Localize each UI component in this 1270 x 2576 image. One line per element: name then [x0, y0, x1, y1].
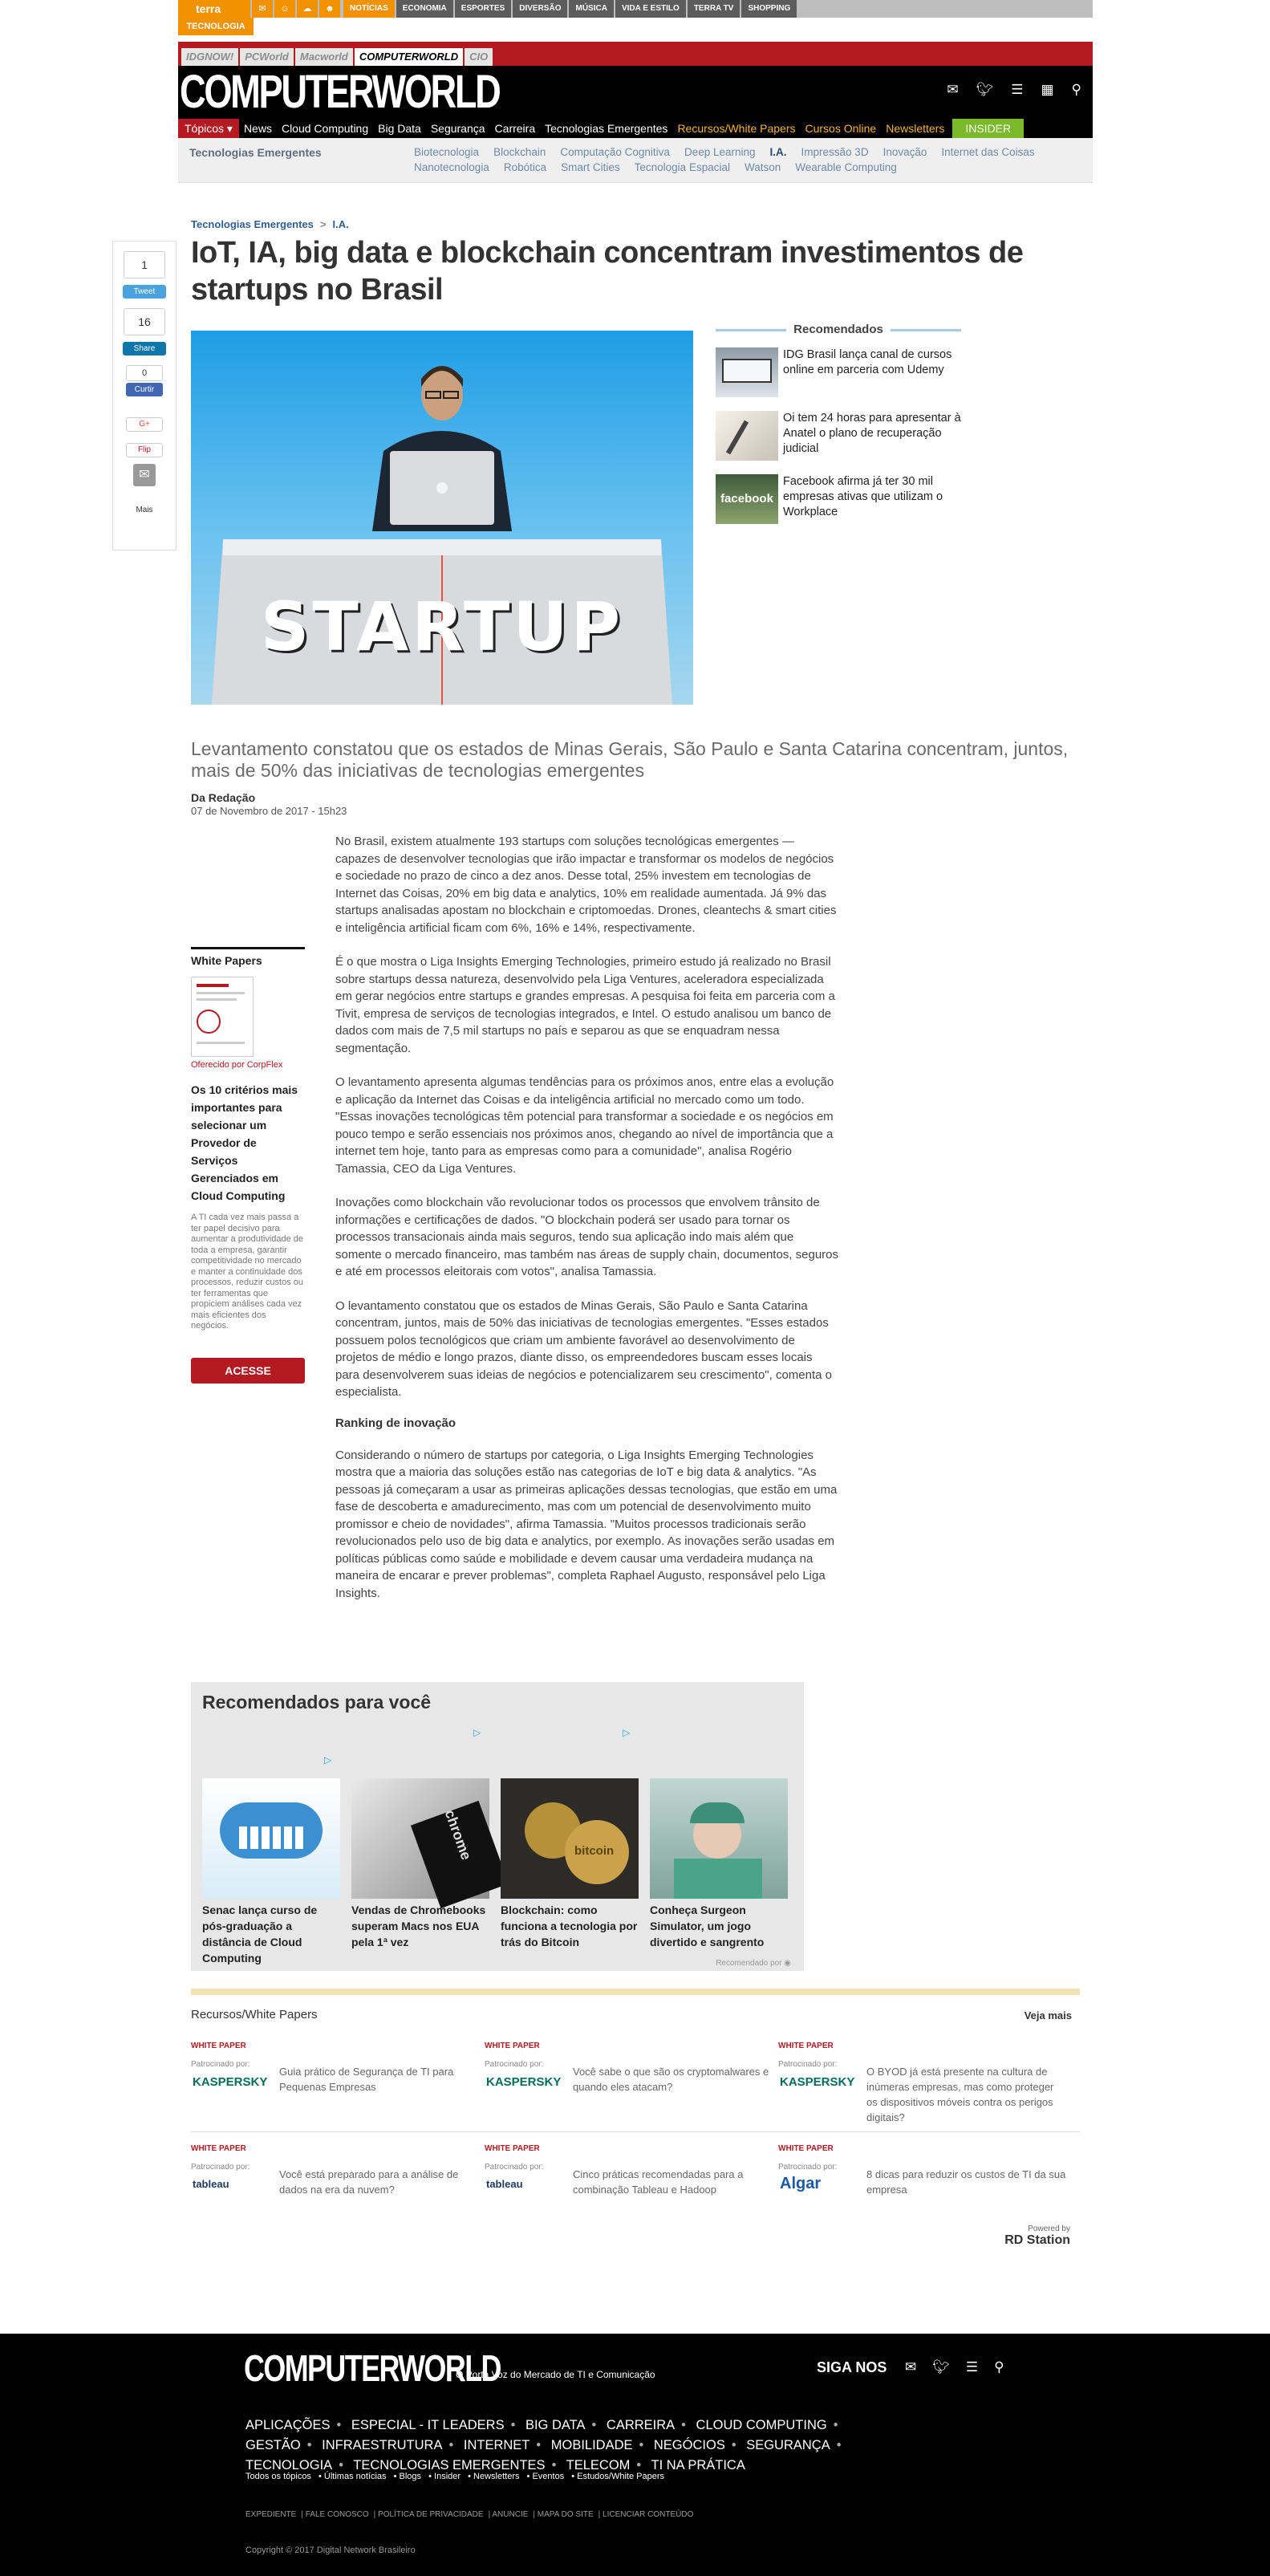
- recommended-card-title[interactable]: Senac lança curso de pós-graduação a distância de Cloud Computing: [202, 1904, 318, 1965]
- ad-choices-icon[interactable]: ▷: [623, 1727, 631, 1738]
- article-paragraph: No Brasil, existem atualmente 193 startups com soluções tecnológicas emergentes — capazes de desenvolver tecnologias que irão impactar e transformar os modelos de negócios e sociedade no prazo de cinco a dez anos. Desse total, 25% investem em tecnologias de Internet das Coisas, 20% em big data e analytics, 10% em realidade aumentada. Já 9% das startups analisadas apostam no blockchain e criptomoedas. Drones, cleantechs & smart cities e inteligência artificial ficam com 6%, 16% e 14%, respectivamente.: [335, 835, 837, 935]
- footer-link[interactable]: Newsletters: [473, 2472, 520, 2481]
- terra-section-tecnologia[interactable]: TECNOLOGIA: [178, 18, 254, 35]
- powered-by-label: Powered by: [1028, 2225, 1070, 2233]
- white-paper-label: WHITE PAPER: [485, 2144, 540, 2153]
- white-papers-title[interactable]: Recursos/White Papers: [191, 2008, 318, 2021]
- kaspersky-logo: KASPERSKY: [780, 2075, 855, 2089]
- recommended-item-title[interactable]: IDG Brasil lança canal de cursos online em parceria com Udemy: [783, 348, 952, 376]
- footer-category-link[interactable]: NEGÓCIOS: [653, 2438, 725, 2452]
- subnav-link[interactable]: Biotecnologia: [414, 146, 480, 158]
- recommended-item[interactable]: [716, 347, 961, 404]
- tweet-count: 1: [124, 251, 165, 278]
- google-plus-button[interactable]: G+: [126, 417, 163, 432]
- brand-tab-macworld[interactable]: Macworld: [295, 48, 353, 66]
- recommended-card-title[interactable]: Vendas de Chromebooks superam Macs nos EUA pela 1ª vez: [351, 1904, 486, 1948]
- subnav-link[interactable]: Internet das Coisas: [941, 146, 1035, 158]
- white-paper-card[interactable]: [191, 2042, 485, 2122]
- share-bar: [112, 241, 177, 551]
- terra-nav-musica[interactable]: MÚSICA: [569, 0, 613, 18]
- subnav-link-active[interactable]: I.A.: [769, 146, 787, 158]
- white-papers-section: [191, 1989, 1080, 2247]
- white-paper-headline[interactable]: Os 10 critérios mais importantes para selecionar um Provedor de Serviços Gerenciados em Cloud Computing: [191, 1083, 298, 1202]
- footer-category-link[interactable]: APLICAÇÕES: [245, 2418, 331, 2432]
- footer-category-link[interactable]: CARREIRA: [606, 2418, 676, 2432]
- white-paper-label: WHITE PAPER: [485, 2042, 540, 2050]
- search-icon[interactable]: ⚲: [1071, 82, 1081, 97]
- hero-startup-text: STARTUP: [260, 587, 624, 666]
- terra-nav: [343, 0, 798, 18]
- terra-nav-economia[interactable]: ECONOMIA: [396, 0, 453, 18]
- white-paper-card[interactable]: [191, 2144, 485, 2216]
- article-paragraph: O levantamento apresenta algumas tendências para os próximos anos, entre elas a evolução e aplicação da Internet das Coisas e da inteligência artificial no mercado como um todo. "Essas inovações tecnológicas têm potencial para transformar a sociedade e os negócios em pouco tempo e serão essenciais nos próximos anos, chegando ao nível de importância que a internet tem hoje, tanto para as empresas como para a comunidade", analisa Rogério Tamassia, CEO da Liga Ventures.: [335, 1075, 834, 1176]
- article-body: [335, 833, 839, 1619]
- recommended-powered-by[interactable]: Recomendado por ◉: [716, 1959, 791, 1968]
- nav-news[interactable]: News: [243, 122, 272, 135]
- footer-links: Todos os tópicos • Últimas notícias • Blogs • Insider • Newsletters • Eventos • Estudos/White Papers: [245, 2472, 665, 2481]
- facebook-count: 0: [126, 365, 163, 381]
- article-section-heading: Ranking de inovação: [335, 1416, 456, 1430]
- footer-legal-link[interactable]: FALE CONOSCO: [305, 2510, 369, 2519]
- brand-strip: [178, 42, 1093, 66]
- white-paper-label: WHITE PAPER: [778, 2144, 834, 2153]
- footer-link[interactable]: Eventos: [532, 2472, 565, 2481]
- article-paragraph: O levantamento constatou que os estados de Minas Gerais, São Paulo e Santa Catarina concentram, juntos, mais de 50% das iniciativas de tecnologias emergentes. "Esses estados possuem polos tecnológicos que criam um ambiente favorável ao desenvolvimento de projetos de médio e longo prazos, diante disso, os empreendedores buscam esses locais para desenvolverem suas ideias de negócios e potencializarem seu crescimento", comenta o especialista.: [335, 1298, 832, 1399]
- chromebook-logo-text: chrome: [441, 1807, 475, 1863]
- flipboard-button[interactable]: Flip: [126, 443, 163, 457]
- recommended-card[interactable]: [650, 1778, 788, 1950]
- linkedin-count: 16: [124, 308, 165, 335]
- masthead-icons: [947, 82, 1081, 98]
- subnav-link[interactable]: Computação Cognitiva: [560, 146, 670, 158]
- article-paragraph: Inovações como blockchain vão revolucionar todos os processos que envolvem trânsito de informações e certificações de dados. "O blockchain poderá ser usado para tornar os processos transacionais ainda mais seguros, tendo sua aplicação indo mais além que somente o mercado financeiro, mas também nas áreas de supply chain, documentos, seguros e até em processos eleitorais com votos", analisa Tamassia.: [335, 1196, 838, 1278]
- recommended-item-title[interactable]: Oi tem 24 horas para apresentar à Anatel o plano de recuperação judicial: [783, 412, 961, 455]
- footer-tagline: O Porta Voz do Mercado de TI e Comunicação: [456, 2369, 655, 2380]
- sponsor-label: Patrocinado por:: [485, 2163, 544, 2172]
- recommended-card[interactable]: [501, 1778, 639, 1950]
- hero-image: [191, 331, 693, 705]
- chat-icon[interactable]: ☺: [274, 0, 295, 18]
- terra-nav-shopping[interactable]: SHOPPING: [741, 0, 797, 18]
- article-headline: IoT, IA, big data e blockchain concentram investimentos de startups no Brasil: [191, 236, 1024, 307]
- tweet-button[interactable]: Tweet: [123, 285, 166, 299]
- terra-top-bar: [178, 0, 1093, 18]
- recommended-thumb: [716, 347, 778, 397]
- sponsor-label: Patrocinado por:: [191, 2060, 250, 2069]
- recommended-card[interactable]: [202, 1778, 340, 1966]
- brand-tabs: [181, 48, 494, 66]
- terra-nav-vida-e-estilo[interactable]: VIDA E ESTILO: [615, 0, 686, 18]
- white-paper-card[interactable]: [778, 2144, 1072, 2216]
- subnav-link[interactable]: Robótica: [503, 161, 547, 173]
- email-icon[interactable]: ✉: [252, 0, 273, 18]
- recommended-item[interactable]: [716, 474, 961, 530]
- more-share-button[interactable]: Mais: [136, 506, 153, 514]
- subnav-link[interactable]: Inovação: [883, 146, 927, 158]
- footer-follow-label: SIGA NOS: [817, 2359, 887, 2375]
- article-paragraph: Considerando o número de startups por categoria, o Liga Insights Emerging Technologies mostra que a maioria das soluções estão nas categorias de IoT e big data & analytics. "As pessoas já começaram a usar as primeiras aplicações dessas tecnologias, que estão em uma fase de descoberta e amadurecimento, mas com um potencial de desenvolvimento muito promissor e cheio de novidades", afirma Tamassia. "Muitos processos tradicionais serão revolucionados pelo uso de big data e analytics, por exemplo. As inovações serão usadas em políticas públicas como saúde e mobilidade e devem causar uma verdadeira mudança na maneira de encarar e prever problemas", completa Raphael Augusto, responsável pelo Liga Insights.: [335, 1448, 838, 1600]
- terra-logo[interactable]: terra: [178, 0, 250, 18]
- sponsor-label: Patrocinado por:: [778, 2163, 838, 2172]
- recommended-thumb: [716, 411, 778, 461]
- footer-legal-link[interactable]: MAPA DO SITE: [537, 2510, 594, 2519]
- footer-legal-link[interactable]: ANUNCIE: [492, 2510, 529, 2519]
- subnav: [178, 138, 1093, 183]
- terra-nav-esportes[interactable]: ESPORTES: [455, 0, 511, 18]
- footer-link[interactable]: Últimas notícias: [323, 2472, 387, 2481]
- white-paper-title[interactable]: 8 dicas para reduzir os custos de TI da sua empresa: [866, 2168, 1066, 2196]
- white-paper-title[interactable]: Cinco práticas recomendadas para a combinação Tableau e Hadoop: [573, 2168, 744, 2196]
- white-paper-card[interactable]: [485, 2144, 778, 2216]
- subnav-link[interactable]: Impressão 3D: [801, 146, 869, 158]
- white-paper-title[interactable]: Guia prático de Segurança de TI para Pequenas Empresas: [279, 2066, 454, 2093]
- breadcrumb-separator: >: [319, 218, 327, 230]
- white-paper-label: WHITE PAPER: [191, 2144, 246, 2153]
- footer-logo[interactable]: COMPUTERWORLD: [244, 2347, 501, 2389]
- nav-newsletters[interactable]: Newsletters: [886, 122, 945, 135]
- kaspersky-logo: KASPERSKY: [193, 2075, 268, 2089]
- white-papers-see-more[interactable]: Veja mais: [1024, 2009, 1072, 2021]
- footer-category-link[interactable]: BIG DATA: [525, 2418, 586, 2432]
- subnav-link[interactable]: Watson: [744, 161, 781, 173]
- footer-category-link[interactable]: INFRAESTRUTURA: [322, 2438, 443, 2452]
- white-paper-title[interactable]: Você sabe o que são os cryptomalwares e quando eles atacam?: [573, 2066, 769, 2093]
- breadcrumb-item[interactable]: Tecnologias Emergentes: [191, 218, 314, 230]
- subnav-link[interactable]: Tecnologia Espacial: [634, 161, 730, 173]
- nav-cloud-computing[interactable]: Cloud Computing: [281, 122, 369, 135]
- breadcrumb: [191, 218, 349, 230]
- site-logo[interactable]: COMPUTERWORLD: [180, 66, 500, 118]
- nav-big-data[interactable]: Big Data: [378, 122, 421, 135]
- recommended-item[interactable]: [716, 411, 961, 467]
- article-paragraph: É o que mostra o Liga Insights Emerging Technologies, primeiro estudo já realizado no Brasil sobre startups dessa natureza, desenvolvido pela Liga Ventures, aceleradora especializada em gerar negócios entre startups e grandes empresas. A pesquisa foi feita em parceria com a Tivit, empresa de serviços de tecnologias integrados, e Intel. O estudo analisou um banco de dados com mais de 7,5 mil startups no país e separou as que se enquadram nessa segmentação.: [335, 955, 835, 1055]
- brand-tab-computerworld[interactable]: COMPUTERWORLD: [355, 48, 463, 66]
- footer-category-link[interactable]: MOBILIDADE: [550, 2438, 633, 2452]
- white-paper-description: A TI cada vez mais passa a ter papel decisivo para aumentar a produtividade de toda a empresa, garantir competitividade no mercado e manter a continuidade dos processos, reduzir custos ou ter ferramentas que propiciem análises cada vez mais eficientes dos negócios.: [191, 1213, 304, 1331]
- subnav-link[interactable]: Blockchain: [493, 146, 546, 158]
- recommended-card-title[interactable]: Conheça Surgeon Simulator, um jogo divertido e sangrento: [650, 1904, 765, 1948]
- terra-nav-diversao[interactable]: DIVERSÃO: [513, 0, 567, 18]
- white-paper-card[interactable]: [485, 2042, 778, 2122]
- brand-tab-cio[interactable]: CIO: [465, 48, 493, 66]
- twitter-icon[interactable]: 🐦︎: [976, 82, 994, 97]
- breadcrumb-item[interactable]: I.A.: [332, 218, 349, 230]
- footer-category-link[interactable]: INTERNET: [463, 2438, 530, 2452]
- subnav-link[interactable]: Wearable Computing: [795, 161, 897, 173]
- sponsor-label: Patrocinado por:: [485, 2060, 544, 2069]
- brand-tab-pcworld[interactable]: PCWorld: [240, 48, 294, 66]
- white-paper-sidebar-title: White Papers: [191, 954, 262, 967]
- terra-icons: [252, 0, 342, 18]
- recommended-card[interactable]: [351, 1778, 489, 1950]
- white-paper-title[interactable]: Você está preparado para a análise de dados na era da nuvem?: [279, 2168, 459, 2196]
- footer-legal-link[interactable]: EXPEDIENTE: [245, 2510, 297, 2519]
- recommended-card-image: [650, 1778, 788, 1899]
- brand-tab-idgnow[interactable]: IDGNOW!: [181, 48, 238, 66]
- tableau-logo: tableau: [193, 2178, 229, 2190]
- kaspersky-logo: KASPERSKY: [486, 2075, 562, 2089]
- white-papers-divider: [191, 2131, 1080, 2132]
- ad-choices-icon[interactable]: ▷: [473, 1727, 481, 1738]
- article-subhead: Levantamento constatou que os estados de Minas Gerais, São Paulo e Santa Catarina concentram, juntos, mais de 50% das iniciativas de tecnologias emergentes: [191, 738, 1069, 781]
- footer-legal-link[interactable]: LICENCIAR CONTEÚDO: [603, 2510, 694, 2519]
- article-byline[interactable]: Da Redação: [191, 791, 256, 804]
- rd-station-logo: RD Station: [1004, 2233, 1070, 2247]
- calendar-icon[interactable]: ▦: [1041, 82, 1054, 97]
- rd-station-powered-by[interactable]: [1004, 2225, 1070, 2248]
- footer-category-link[interactable]: SEGURANÇA: [746, 2438, 830, 2452]
- footer-category-link[interactable]: GESTÃO: [245, 2438, 301, 2452]
- recommended-box: [716, 318, 961, 538]
- subnav-link[interactable]: Deep Learning: [684, 146, 756, 158]
- footer-category-link[interactable]: CLOUD COMPUTING: [696, 2418, 827, 2432]
- algar-logo: Algar: [780, 2175, 822, 2192]
- terra-nav-terra-tv[interactable]: TERRA TV: [688, 0, 740, 18]
- recommended-for-you: [191, 1682, 804, 1971]
- nav-carreira[interactable]: Carreira: [494, 122, 536, 135]
- email-icon[interactable]: ✉: [905, 2359, 917, 2375]
- nav-topicos-dropdown[interactable]: Tópicos ▾: [178, 119, 239, 138]
- footer-category-link[interactable]: ESPECIAL - IT LEADERS: [351, 2418, 505, 2432]
- white-paper-offered-by: Oferecido por CorpFlex: [191, 1060, 283, 1070]
- footer-legal-link[interactable]: POLÍTICA DE PRIVACIDADE: [378, 2510, 484, 2519]
- email-icon[interactable]: ✉: [947, 82, 959, 97]
- footer-social-icons: [905, 2359, 1004, 2375]
- article-date: 07 de Novembro de 2017 - 15h23: [191, 805, 347, 817]
- footer-categories: APLICAÇÕES • ESPECIAL - IT LEADERS • BIG DATA • CARREIRA • CLOUD COMPUTING • GESTÃO • INFRAESTRUTURA • INTERNET • MOBILIDADE • NEGÓCIOS • SEGURANÇA • TECNOLOGIA • TECNOLOGIAS EMERGENTES • TELECOM • TI NA PRÁTICA: [245, 2418, 842, 2472]
- nav-seguranca[interactable]: Segurança: [430, 122, 485, 135]
- footer-category-link[interactable]: TI NA PRÁTICA: [651, 2458, 745, 2472]
- white-paper-title[interactable]: O BYOD já está presente na cultura de inúmeras empresas, mas como proteger os dispositivos móveis contra os perigos digitais?: [866, 2066, 1054, 2123]
- footer: [0, 2334, 1270, 2576]
- tableau-logo: tableau: [486, 2178, 523, 2190]
- white-paper-cover[interactable]: [191, 977, 254, 1057]
- email-share-icon[interactable]: ✉: [133, 464, 156, 486]
- sponsor-label: Patrocinado por:: [191, 2163, 250, 2172]
- recommended-card-title[interactable]: Blockchain: como funciona a tecnologia por trás do Bitcoin: [501, 1904, 638, 1948]
- white-paper-card[interactable]: [778, 2042, 1072, 2122]
- masthead: [178, 66, 1093, 119]
- bitcoin-coin-text: bitcoin: [574, 1844, 615, 1858]
- twitter-icon[interactable]: 🐦︎: [932, 2359, 950, 2375]
- nav-recursos-white-papers[interactable]: Recursos/White Papers: [677, 122, 796, 135]
- white-paper-access-button[interactable]: ACESSE: [191, 1358, 305, 1383]
- nav-cursos-online[interactable]: Cursos Online: [805, 122, 877, 135]
- footer-legal-links: EXPEDIENTE | FALE CONOSCO | POLÍTICA DE PRIVACIDADE | ANUNCIE | MAPA DO SITE | LICENCIAR CONTEÚDO: [245, 2510, 694, 2519]
- recommended-item-title[interactable]: Facebook afirma já ter 30 mil empresas ativas que utilizam o Workplace: [783, 475, 943, 518]
- nav-insider[interactable]: INSIDER: [952, 119, 1024, 138]
- ad-choices-icon[interactable]: ▷: [324, 1754, 332, 1765]
- recommended-card-image: [351, 1778, 489, 1899]
- recommended-card-image: [501, 1778, 639, 1899]
- subnav-links: [414, 146, 1056, 173]
- white-paper-sidebar: [191, 947, 305, 1383]
- recommended-title: Recomendados: [716, 318, 961, 347]
- cloud-icon[interactable]: ☁: [297, 0, 318, 18]
- rss-icon[interactable]: ☰: [1011, 82, 1024, 97]
- footer-copyright: Copyright © 2017 Digital Network Brasileiro: [245, 2546, 416, 2555]
- footer-link[interactable]: Todos os tópicos: [245, 2472, 311, 2481]
- search-icon[interactable]: ⚲: [994, 2359, 1004, 2375]
- recommended-card-image: [202, 1778, 340, 1899]
- recommended-thumb: [716, 474, 778, 524]
- footer-link[interactable]: Estudos/White Papers: [577, 2472, 665, 2481]
- subnav-title[interactable]: Tecnologias Emergentes: [189, 146, 322, 159]
- linkedin-share-button[interactable]: Share: [123, 342, 166, 356]
- subnav-link[interactable]: Nanotecnologia: [414, 161, 489, 173]
- footer-category-link[interactable]: TECNOLOGIAS EMERGENTES: [353, 2458, 546, 2472]
- sponsor-label: Patrocinado por:: [778, 2060, 838, 2069]
- footer-category-link[interactable]: TELECOM: [566, 2458, 631, 2472]
- terra-nav-noticias[interactable]: NOTÍCIAS: [343, 0, 395, 18]
- nav-tecnologias-emergentes[interactable]: Tecnologias Emergentes: [545, 122, 668, 135]
- subnav-link[interactable]: Smart Cities: [561, 161, 620, 173]
- facebook-sign-text: facebook: [720, 492, 773, 506]
- main-nav: [178, 119, 1093, 138]
- rss-icon[interactable]: ☰: [965, 2359, 979, 2375]
- facebook-like-button[interactable]: Curtir: [126, 383, 163, 396]
- user-icon[interactable]: ☻: [319, 0, 340, 18]
- footer-category-link[interactable]: TECNOLOGIA: [245, 2458, 333, 2472]
- recommended-for-you-title: Recomendados para você: [202, 1692, 432, 1713]
- white-paper-label: WHITE PAPER: [778, 2042, 834, 2050]
- footer-link[interactable]: Insider: [434, 2472, 461, 2481]
- white-paper-label: WHITE PAPER: [191, 2042, 246, 2050]
- footer-link[interactable]: Blogs: [399, 2472, 422, 2481]
